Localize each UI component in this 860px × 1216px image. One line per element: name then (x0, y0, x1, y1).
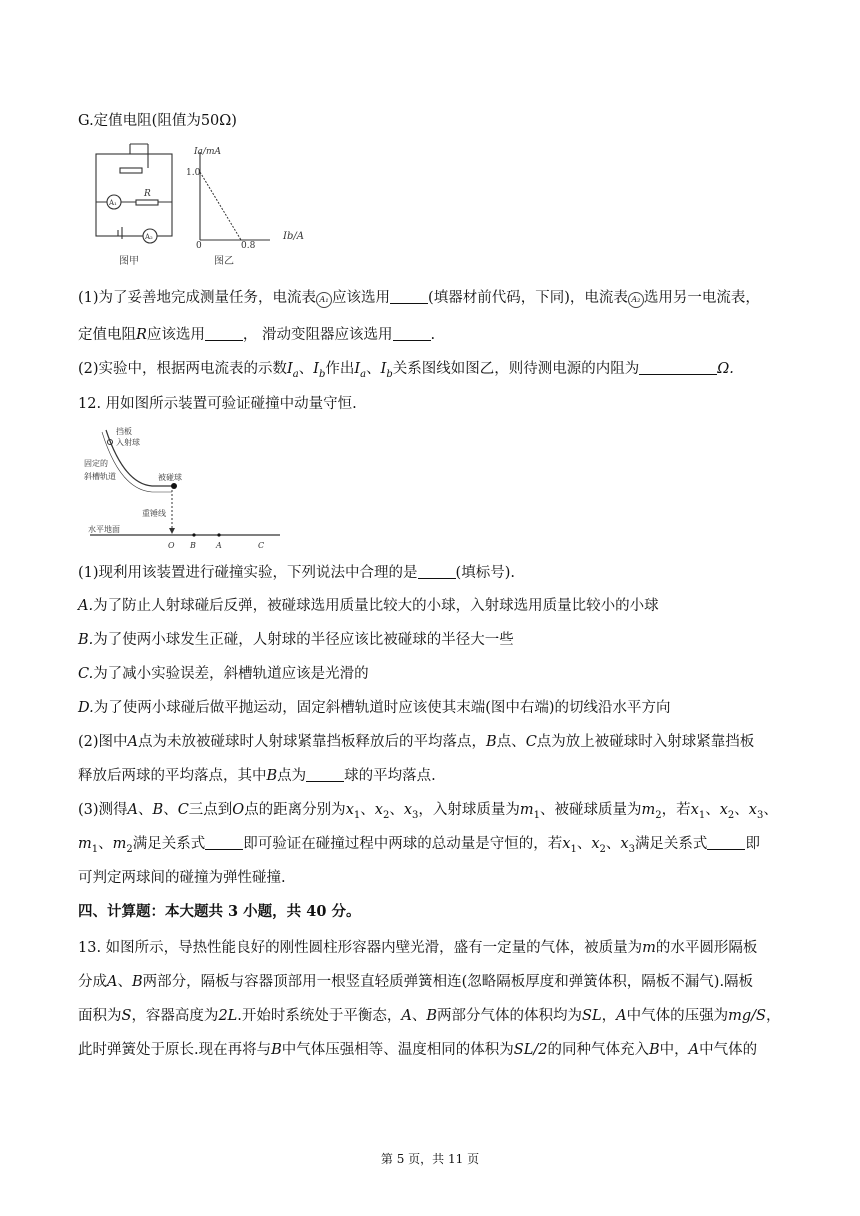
graph-line (200, 172, 241, 240)
resistor-label: R (144, 189, 151, 199)
ammeter-a1-icon: A₁ (316, 292, 332, 308)
circuit-diagram (96, 144, 172, 243)
answer-blank[interactable] (418, 564, 456, 579)
option-d: D.为了使两小球碰后做平抛运动，固定斜槽轨道时应该使其末端(图中右端)的切线沿水平方向 (78, 700, 671, 716)
ammeter-a1-label: A₁ (109, 199, 117, 207)
ammeter-a2-icon: A₂ (628, 292, 644, 308)
point-o-label: O (168, 541, 175, 550)
option-g: G.定值电阻(阻值为50Ω) (78, 113, 237, 129)
q11-part2: (2)实验中，根据两电流表的示数$I_a$、$I_b$作出$I_a$、$I_b$关系图线如图乙，则待测电源的内阻为 Ω. (78, 361, 734, 380)
page-footer: 第 5 页，共 11 页 (380, 1152, 480, 1166)
figure-2 (84, 424, 284, 552)
graph-ylabel: Ia/mA (194, 147, 221, 157)
graph-xtick: 0.8 (241, 241, 256, 251)
q11-part1-line1: (1)为了妥善地完成测量任务，电流表 A₁ 应该选用 (填器材前代码，下同)，电流表 A₂ 选用另一电流表， (78, 290, 760, 306)
graph-ytick: 1.0 (186, 168, 201, 178)
incident-ball-label: 入射球 (116, 438, 140, 447)
q13-line4: 此时弹簧处于原长.现在再将与B中气体压强相等、温度相同的体积为SL/2的同种气体充入B中，A中气体的 (78, 1042, 758, 1058)
q13-line3: 面积为S，容器高度为2L.开始时系统处于平衡态，A、B两部分气体的体积均为SL，A中气体的压强为mg/S， (78, 1008, 781, 1024)
target-ball-label: 被碰球 (158, 473, 182, 482)
graph-axes (200, 152, 270, 240)
graph-origin: 0 (196, 241, 202, 251)
q12-part3-line2: $m_1$、$m_2$满足关系式 即可验证在碰撞过程中两球的总动量是守恒的，若$x_1$、$x_2$、$x_3$满足关系式 即 (78, 836, 760, 855)
figure-1 (86, 140, 256, 270)
graph-caption: 图乙 (214, 256, 234, 267)
option-b: B.为了使两小球发生正碰，人射球的半径应该比被碰球的半径大一些 (78, 632, 514, 648)
q12-part1: (1)现利用该装置进行碰撞实验，下列说法中合理的是 (填标号). (78, 565, 515, 581)
point-c-label: C (258, 541, 265, 550)
circuit-caption: 图甲 (119, 256, 139, 267)
ground-label: 水平地面 (88, 525, 120, 534)
q12-part3-line3: 可判定两球间的碰撞为弹性碰撞. (78, 870, 286, 886)
ammeter-a2-label: A₂ (145, 233, 153, 241)
point-b-label: B (190, 541, 196, 550)
answer-blank[interactable] (205, 835, 243, 850)
answer-blank[interactable] (390, 289, 428, 304)
option-a: A.为了防止人射球碰后反弹，被碰球选用质量比较大的小球，入射球选用质量比较小的小球 (78, 598, 659, 614)
answer-blank[interactable] (707, 835, 745, 850)
option-c: C.为了减小实验误差，斜槽轨道应该是光滑的 (78, 666, 369, 682)
answer-blank[interactable] (639, 360, 717, 375)
baffle-label: 挡板 (116, 427, 132, 436)
q12-part2-line1: (2)图中A点为未放被碰球时人射球紧靠挡板释放后的平均落点，B点、C点为放上被碰球时入射球紧靠挡板 (78, 734, 755, 750)
answer-blank[interactable] (306, 767, 344, 782)
q12-part2-line2: 释放后两球的平均落点，其中B点为 球的平均落点. (78, 768, 436, 784)
track-label-1: 固定的 (84, 459, 108, 468)
answer-blank[interactable] (393, 326, 431, 341)
answer-blank[interactable] (205, 326, 243, 341)
point-a-label: A (216, 541, 222, 550)
q11-part1-line2: 定值电阻R应该选用 ， 滑动变阻器应该选用 . (78, 327, 436, 343)
q12-stem: 12. 用如图所示装置可验证碰撞中动量守恒. (78, 396, 357, 412)
plumb-line-label: 重锤线 (142, 509, 166, 518)
track-label-2: 斜槽轨道 (84, 472, 116, 481)
section-heading: 四、计算题：本大题共 3 小题，共 40 分。 (78, 903, 361, 920)
q12-part3-line1: (3)测得A、B、C三点到O点的距离分别为$x_1$、$x_2$、$x_3$，入射球质量为$m_1$、被碰球质量为$m_2$，若$x_1$、$x_2$、$x_3$、 (78, 802, 778, 821)
q13-line2: 分成A、B两部分，隔板与容器顶部用一根竖直轻质弹簧相连(忽略隔板厚度和弹簧体积，隔板不漏气).隔板 (78, 974, 754, 990)
graph-xlabel: Ib/A (283, 231, 304, 242)
q13-line1: 13. 如图所示，导热性能良好的刚性圆柱形容器内壁光滑，盛有一定量的气体，被质量为m的水平圆形隔板 (78, 940, 758, 956)
